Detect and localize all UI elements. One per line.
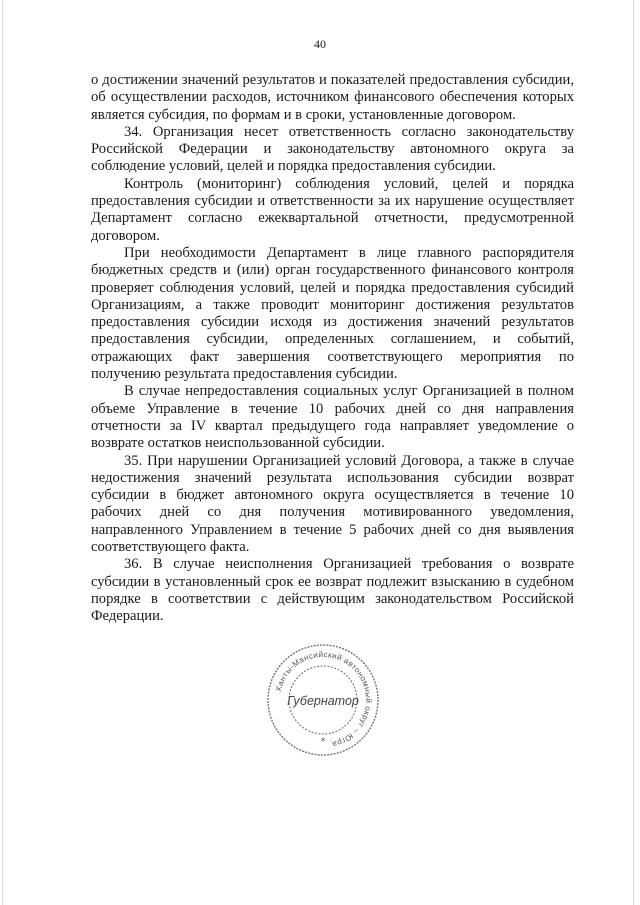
paragraph-control-monitoring: Контроль (мониторинг) соблюдения условий, целей и порядка предоставления субсидии и ответственности за их нарушение осуществляет Департамент согласно ежеквартальной отчетности, предусмотренной договором. (91, 175, 574, 244)
scan-edge-left (2, 0, 3, 905)
paragraph-department-inspection: При необходимости Департамент в лице главного распорядителя бюджетных средств и (или) орган государственного финансового контроля проверяет соблюдения условий, целей и порядка предоставления субсидий Организациям, а также проводит мониторинг достижения результатов предоставления субсидии исходя из достижения значений результатов предоставления субсидии, определенных соглашением, и событий, отражающих факт завершения соответствующего мероприятия по получению результата предоставления субсидии. (91, 244, 574, 383)
paragraph-item-36: 36. В случае неисполнения Организацией требования о возврате субсидии в установленный срок ее возврат подлежит взысканию в судебном порядке в соответствии с действующим законодательством Российской Федерации. (91, 556, 574, 625)
seal-ring-text: Ханты-Мансийский автономный округ – Югра (273, 649, 374, 749)
paragraph-continuation: о достижении значений результатов и показателей предоставления субсидии, об осуществлении расходов, источником финансового обеспечения которых является субсидия, по формам и в сроки, установленные договором. (91, 72, 574, 123)
document-body (91, 72, 574, 626)
paragraph-item-35: 35. При нарушении Организацией условий Договора, а также в случае недостижения значений результата использования субсидии возврат субсидии в бюджет автономного округа осуществляется в течение 10 рабочих дней со дня получения мотивированного уведомления, направленного Управлением в течение 5 рабочих дней со дня выявления соответствующего факта. (91, 452, 574, 556)
page-number: 40 (314, 37, 326, 51)
governor-seal (265, 642, 381, 758)
seal-star-icon: * (320, 737, 326, 747)
scan-edge-right (633, 0, 634, 905)
paragraph-unused-subsidy-notice: В случае непредоставления социальных услуг Организацией в полном объеме Управление в течение 10 рабочих дней со дня направления отчетности за IV квартал предыдущего года направляет уведомление о возврате остатков неиспользованной субсидии. (91, 383, 574, 452)
seal-center-text: Губернатор (287, 694, 359, 708)
paragraph-item-34: 34. Организация несет ответственность согласно законодательству Российской Федерации и законодательству автономного округа за соблюдение условий, целей и порядка предоставления субсидии. (91, 123, 574, 175)
